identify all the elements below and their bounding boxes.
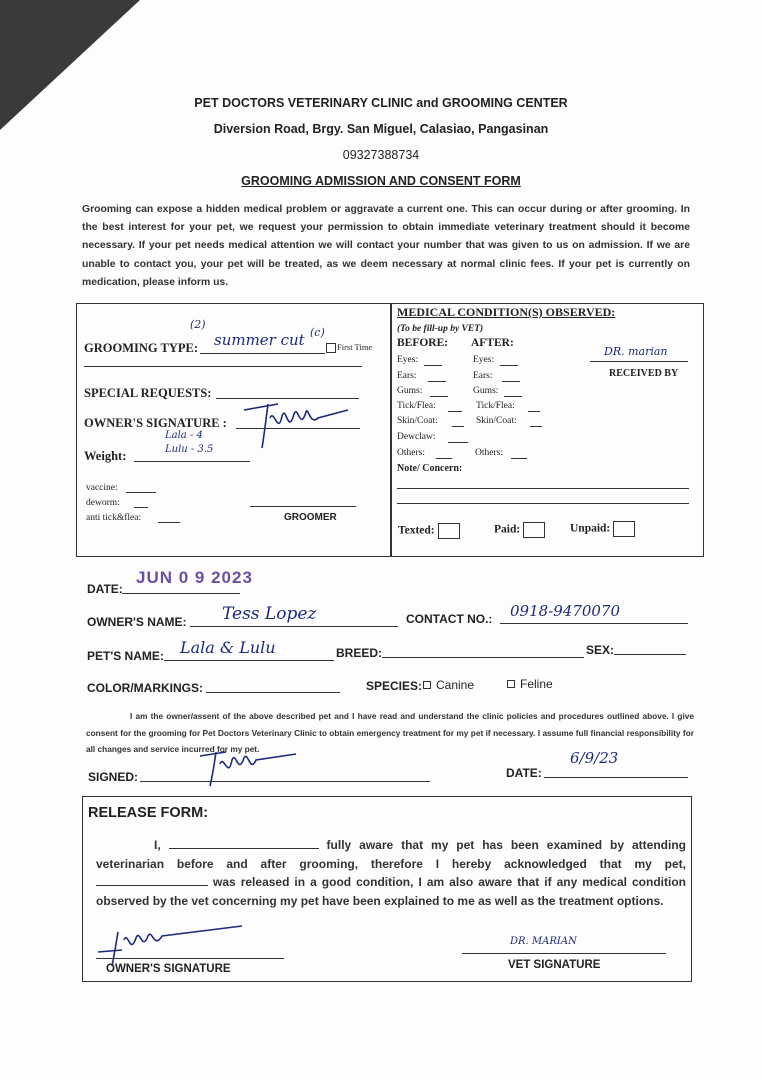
- after-skincoat: Skin/Coat:: [476, 416, 517, 426]
- signed-date-value: 6/9/23: [570, 749, 619, 767]
- line-b-dewclaw[interactable]: [448, 442, 468, 443]
- table-divider: [390, 304, 392, 556]
- line-a-tick[interactable]: [528, 411, 540, 412]
- species-canine[interactable]: [423, 678, 474, 692]
- release-paragraph: [96, 836, 686, 910]
- unpaid-label: Unpaid:: [570, 522, 611, 535]
- vet-signature-value: DR. MARIAN: [510, 936, 577, 947]
- contact-value: 0918-9470070: [510, 602, 621, 620]
- line-b-skin[interactable]: [452, 426, 464, 427]
- unpaid-field: [570, 521, 635, 537]
- received-by-value: DR. marian: [604, 345, 668, 358]
- date-line[interactable]: [122, 593, 240, 594]
- grooming-type-line: [200, 353, 325, 354]
- owner-name-line[interactable]: [190, 626, 398, 627]
- release-pet-line[interactable]: [96, 875, 208, 886]
- deworm-line[interactable]: [134, 507, 148, 508]
- release-owner-signature-label: OWNER'S SIGNATURE: [106, 963, 231, 975]
- date-label: DATE:: [87, 582, 123, 596]
- medical-subtitle: (To be fill-up by VET): [397, 324, 484, 334]
- paid-field: [494, 522, 545, 538]
- clinic-address: Diversion Road, Brgy. San Miguel, Calasiao, Pangasinan: [213, 122, 549, 136]
- grooming-note-2: (c): [310, 326, 325, 339]
- contact-label: CONTACT NO.:: [406, 612, 493, 626]
- paid-checkbox[interactable]: [523, 522, 545, 538]
- after-label: AFTER:: [471, 337, 514, 349]
- texted-field: [398, 523, 460, 539]
- release-name-line[interactable]: [169, 838, 319, 849]
- weight-value-2: Lulu - 3.5: [165, 444, 214, 455]
- clinic-name: PET DOCTORS VETERINARY CLINIC and GROOMING CENTER: [194, 96, 568, 110]
- after-eyes: Eyes:: [473, 355, 495, 365]
- before-others: Others:: [397, 448, 425, 458]
- pet-name-value: Lala & Lulu: [180, 638, 276, 657]
- vaccine-line[interactable]: [126, 492, 156, 493]
- breed-label: BREED:: [336, 646, 383, 660]
- after-ears: Ears:: [473, 371, 493, 381]
- grooming-type-value[interactable]: summer cut: [214, 331, 305, 349]
- folded-corner: [0, 0, 140, 130]
- form-title: GROOMING ADMISSION AND CONSENT FORM: [241, 174, 521, 188]
- antitick-label: anti tick&flea:: [86, 513, 142, 523]
- before-label: BEFORE:: [397, 337, 449, 349]
- before-gums: Gums:: [397, 386, 423, 396]
- release-text-1: I,: [154, 838, 161, 852]
- date-stamp: JUN 0 9 2023: [136, 568, 253, 587]
- before-tickflea: Tick/Flea:: [397, 401, 436, 411]
- line-b-tick[interactable]: [448, 411, 462, 412]
- weight-value-1: Lala - 4: [165, 430, 203, 441]
- release-title: RELEASE FORM:: [88, 805, 209, 821]
- note-label: Note/ Concern:: [397, 463, 463, 474]
- line-a-ears[interactable]: [502, 381, 520, 382]
- sex-label: SEX:: [586, 643, 615, 657]
- before-dewclaw: Dewclaw:: [397, 432, 436, 442]
- after-others: Others:: [475, 448, 503, 458]
- vaccine-label: vaccine:: [86, 483, 118, 493]
- grooming-type-label: GROOMING TYPE:: [84, 341, 199, 355]
- vet-sign-line[interactable]: [462, 953, 666, 954]
- signed-date-label: DATE:: [506, 766, 542, 780]
- received-by-label: RECEIVED BY: [609, 368, 679, 379]
- release-text-3: was released in a good condition, I am also aware that if any medical condition observed by the vet concerning my pet have been explained to me as well as the treatment options.: [96, 875, 686, 908]
- feline-checkbox[interactable]: [507, 680, 515, 688]
- before-skincoat: Skin/Coat:: [397, 416, 438, 426]
- groomer-label: GROOMER: [284, 512, 337, 523]
- clinic-phone: 09327388734: [342, 148, 420, 162]
- pet-name-line[interactable]: [164, 660, 334, 661]
- line-b-ears[interactable]: [428, 381, 446, 382]
- consent-paragraph: I am the owner/assent of the above described pet and I have read and understand the clinic policies and procedures outlined above. I give consent for the grooming for Pet Doctors Veterinary Clinic to obtain emergency treatment for my pet if necessary. I assume full financial responsibility for all changes and service incurred for my pet.: [86, 711, 694, 754]
- owner-signature-label: OWNER'S SIGNATURE :: [84, 416, 227, 430]
- note-line-2[interactable]: [397, 503, 689, 504]
- owner-signature-scribble: [238, 396, 358, 456]
- texted-label: Texted:: [398, 524, 435, 537]
- after-gums: Gums:: [473, 386, 499, 396]
- sex-line[interactable]: [614, 654, 686, 655]
- release-owner-signature-scribble: [96, 922, 246, 968]
- feline-label: Feline: [520, 677, 553, 691]
- species-label: SPECIES:: [366, 679, 423, 693]
- line-b-eyes[interactable]: [424, 365, 442, 366]
- first-time-checkbox[interactable]: [326, 343, 336, 353]
- intro-paragraph: Grooming can expose a hidden medical problem or aggravate a current one. This can occur during or after grooming. In the best interest for your pet, we request your permission to obtain immediate veterinary treatment should it become necessary. If your pet needs medical attention we will contact your number that was given to us on admission. If we are unable to contact you, your pet will be treated, as we deem necessary at normal clinic fees. If your pet is currently on medication, please inform us.: [82, 204, 690, 288]
- line-a-skin[interactable]: [530, 426, 542, 427]
- line-b-others[interactable]: [436, 458, 452, 459]
- deworm-label: deworm:: [86, 498, 120, 508]
- breed-line[interactable]: [382, 657, 584, 658]
- special-requests-label: SPECIAL REQUESTS:: [84, 386, 212, 400]
- signed-date-line[interactable]: [544, 777, 688, 778]
- grooming-note-1: (2): [190, 318, 206, 331]
- before-ears: Ears:: [397, 371, 417, 381]
- paid-label: Paid:: [494, 523, 521, 536]
- before-eyes: Eyes:: [397, 355, 419, 365]
- unpaid-checkbox[interactable]: [613, 521, 635, 537]
- line-a-gums[interactable]: [504, 396, 522, 397]
- weight-label: Weight:: [84, 449, 127, 463]
- antitick-line[interactable]: [158, 522, 180, 523]
- grooming-type-extra-line: [84, 366, 362, 367]
- contact-line[interactable]: [500, 623, 688, 624]
- signed-label: SIGNED:: [88, 770, 139, 784]
- received-by-line[interactable]: [590, 361, 688, 362]
- color-line[interactable]: [206, 692, 340, 693]
- note-line-1[interactable]: [397, 488, 689, 489]
- pet-name-label: PET'S NAME:: [87, 649, 164, 663]
- line-a-others[interactable]: [511, 458, 527, 459]
- release-owner-sign-line[interactable]: [96, 958, 284, 959]
- canine-checkbox[interactable]: [423, 681, 431, 689]
- line-b-gums[interactable]: [430, 396, 448, 397]
- species-feline[interactable]: [507, 677, 553, 691]
- owner-name-value: Tess Lopez: [222, 604, 317, 624]
- first-time-label: First Time: [337, 342, 373, 352]
- canine-label: Canine: [436, 678, 475, 692]
- line-a-eyes[interactable]: [500, 365, 518, 366]
- medical-title: MEDICAL CONDITION(S) OBSERVED:: [397, 305, 616, 319]
- owner-name-label: OWNER'S NAME:: [87, 615, 187, 629]
- color-label: COLOR/MARKINGS:: [87, 681, 203, 695]
- texted-checkbox[interactable]: [438, 523, 460, 539]
- after-tickflea: Tick/Flea:: [476, 401, 515, 411]
- weight-line[interactable]: [134, 461, 250, 462]
- signed-signature-scribble: [196, 746, 316, 790]
- vet-signature-label: VET SIGNATURE: [508, 959, 601, 971]
- release-text-2: fully aware that my pet has been examined by attending veterinarian before and after grooming, therefore I hereby acknowledged that my pet,: [96, 838, 686, 871]
- groomer-line[interactable]: [250, 506, 356, 507]
